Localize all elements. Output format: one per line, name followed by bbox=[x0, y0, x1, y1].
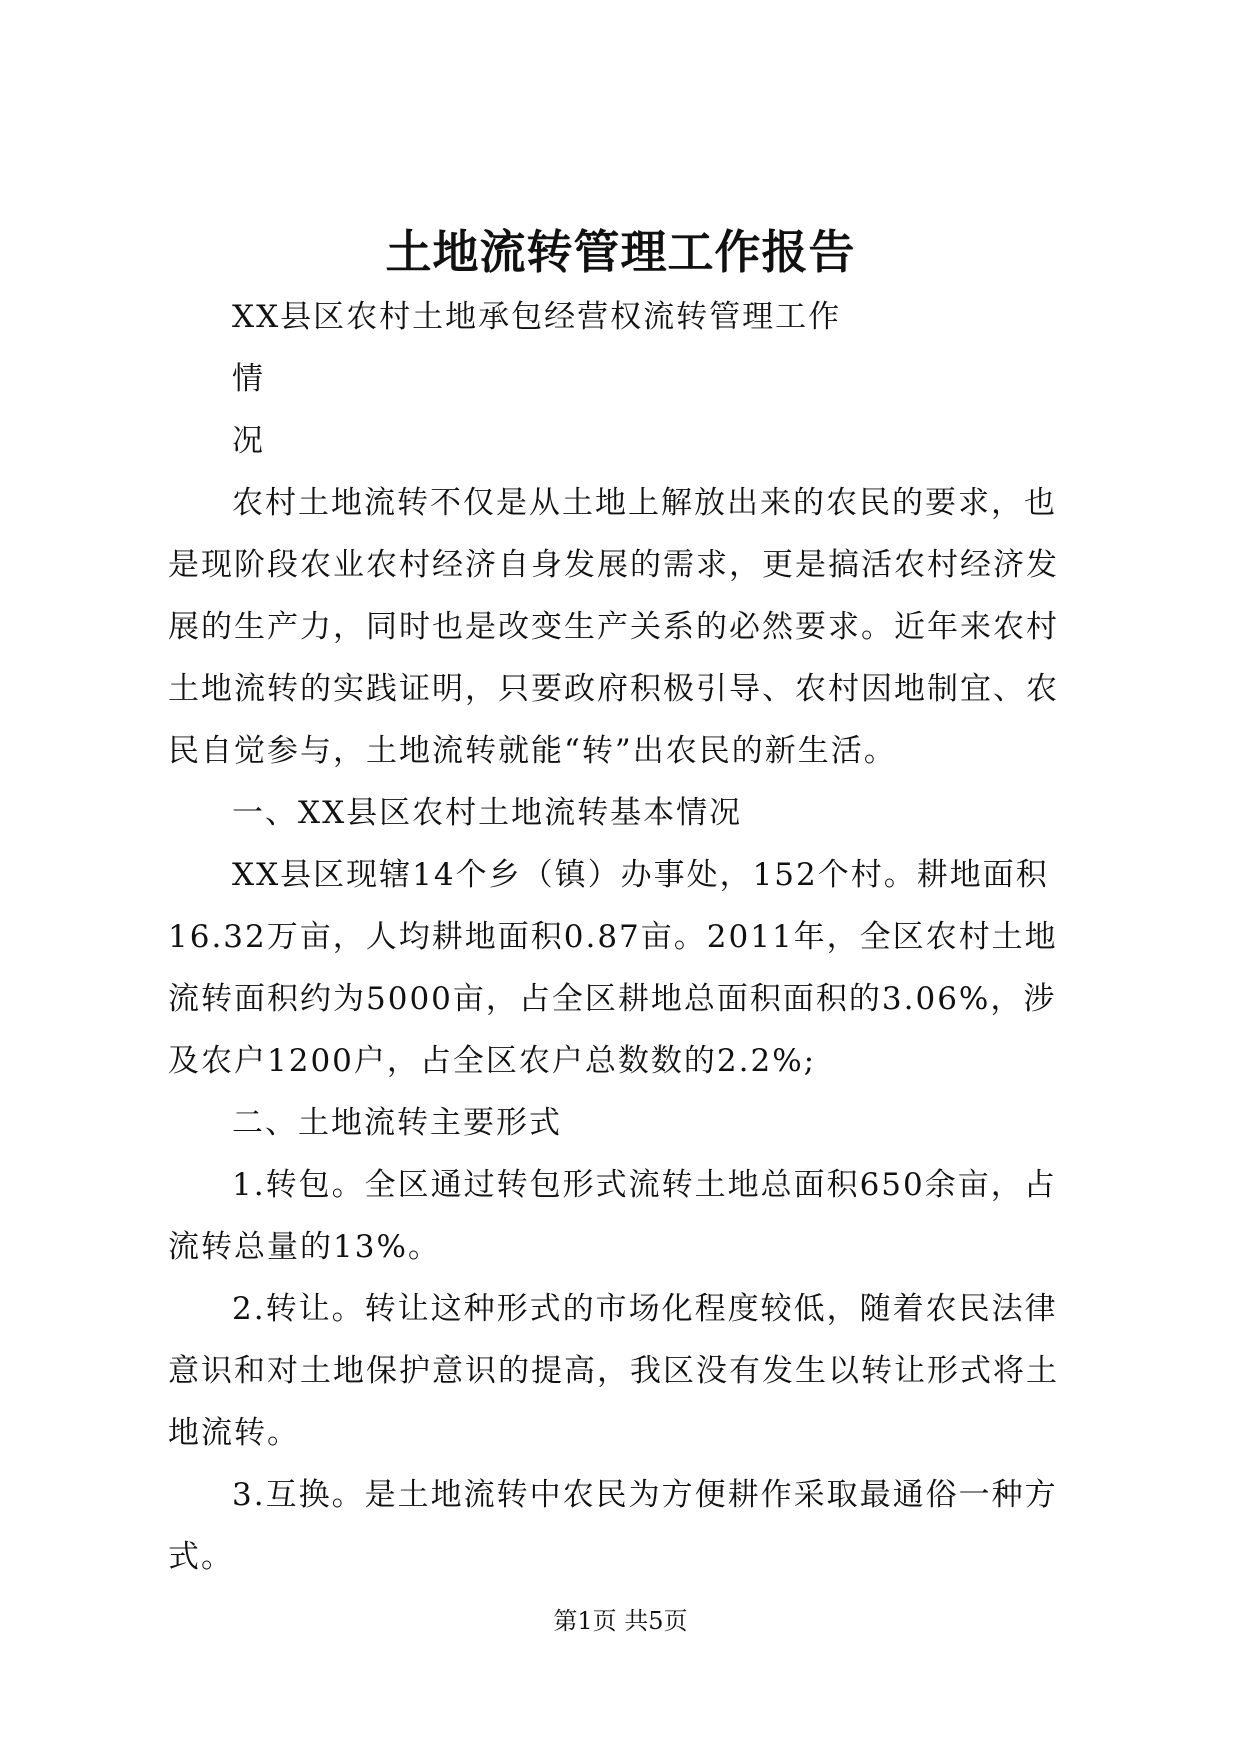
document-title: 土地流转管理工作报告 bbox=[385, 225, 856, 279]
paragraph-subtitle-char-2: 况 bbox=[232, 423, 265, 459]
section-heading-1: 一、XX县区农村土地流转基本情况 bbox=[232, 795, 743, 831]
paragraph-basic-situation: XX县区现辖14个乡（镇）办事处，152个村。耕地面积16.32万亩，人均耕地面积0.87亩。2011年，全区农村土地流转面积约为5000亩，占全区耕地总面积面积的3.06%，涉及农户1200户，占全区农户总数数的2.2%; bbox=[168, 857, 1058, 1079]
paragraph-intro: 农村土地流转不仅是从土地上解放出来的农民的要求，也是现阶段农业农村经济自身发展的需求，更是搞活农村经济发展的生产力，同时也是改变生产关系的必然要求。近年来农村土地流转的实践证明，只要政府积极引导、农村因地制宜、农民自觉参与，土地流转就能“转”出农民的新生活。 bbox=[168, 485, 1059, 769]
document-body bbox=[168, 286, 1088, 1588]
paragraph-subtitle-char-1: 情 bbox=[232, 361, 265, 397]
page-footer bbox=[0, 1606, 1241, 1636]
section-heading-2: 二、土地流转主要形式 bbox=[232, 1105, 562, 1141]
page-number: 第1页 共5页 bbox=[553, 1607, 688, 1635]
paragraph-form-exchange: 3.互换。是土地流转中农民为方便耕作采取最通俗一种方式。 bbox=[168, 1477, 1058, 1575]
paragraph-subtitle-line: XX县区农村土地承包经营权流转管理工作 bbox=[232, 299, 842, 335]
paragraph-form-subcontract: 1.转包。全区通过转包形式流转土地总面积650余亩，占流转总量的13%。 bbox=[168, 1167, 1057, 1265]
paragraph-form-transfer: 2.转让。转让这种形式的市场化程度较低，随着农民法律意识和对土地保护意识的提高，我区没有发生以转让形式将土地流转。 bbox=[168, 1291, 1059, 1451]
